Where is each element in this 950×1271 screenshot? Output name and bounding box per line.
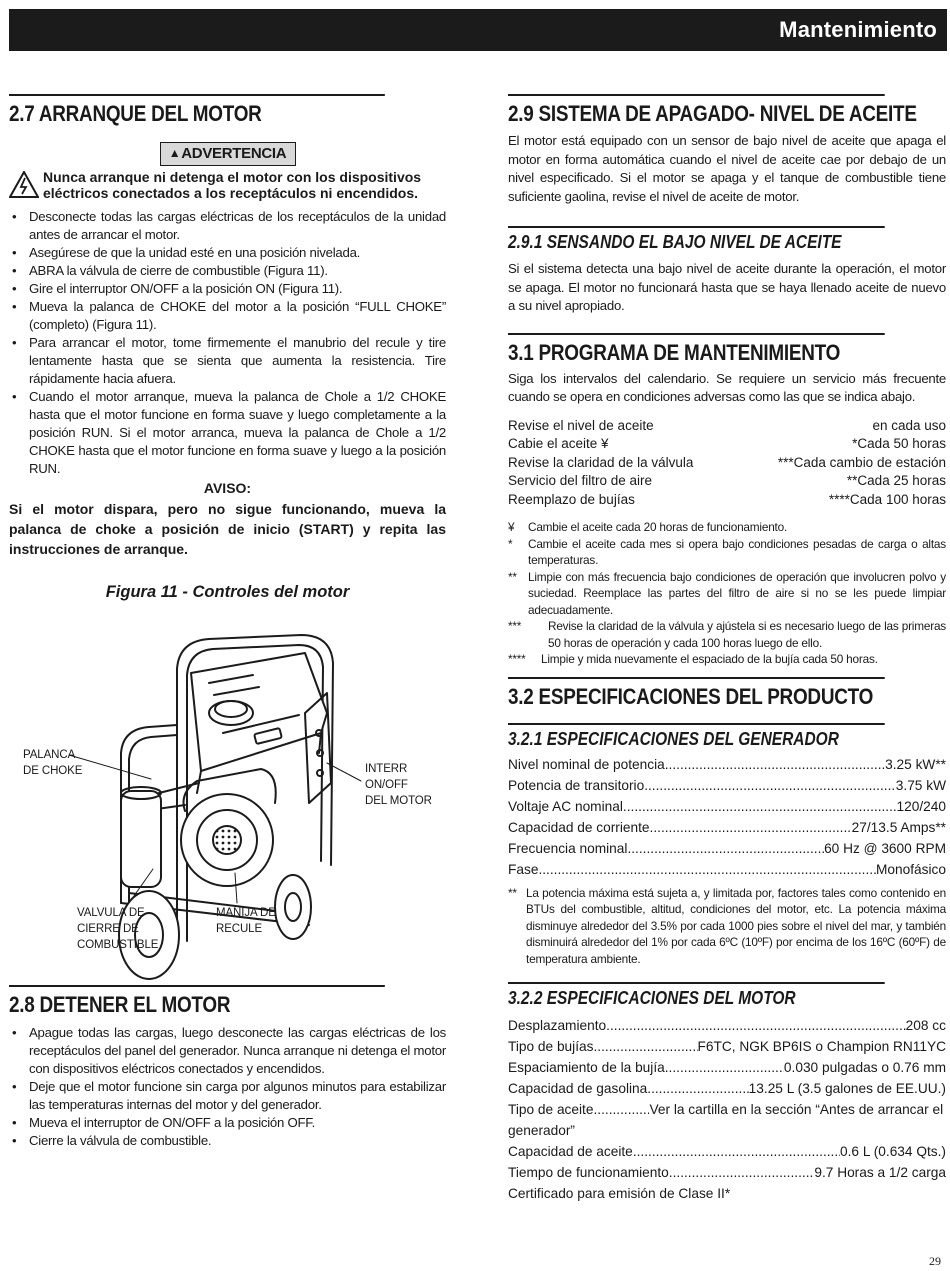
schedule-row: Revise la claridad de la válvula ***Cada cambio de estación bbox=[508, 454, 946, 470]
list-item: • Mueva el interruptor de ON/OFF a la posición OFF. bbox=[9, 1114, 446, 1132]
spec-row: Capacidad de gasolina ..... 13.25 L (3.5 galones de EE.UU.) bbox=[508, 1078, 946, 1099]
section-2-9-text: El motor está equipado con un sensor de bajo nivel de aceite que apaga el motor en forma automática cuando el nivel de aceite cae por debajo de un nivel especificado. Si el motor se apaga y el tanque de combustible tiene suficiente gaolina, revise el nivel de aceite de motor. bbox=[508, 133, 946, 204]
section-2-9-1-text: Si el sistema detecta una bajo nivel de aceite durante la operación, el motor se apaga. El motor no funcionará hasta que se haya llenado aceite de nuevo a su nivel apropiado. bbox=[508, 261, 946, 313]
schedule-row: Servicio del filtro de aire **Cada 25 horas bbox=[508, 473, 946, 488]
spec-row: Frecuencia nominal ..... 60 Hz @ 3600 RPM bbox=[508, 838, 946, 859]
schedule-row: Revise el nivel de aceite en cada uso bbox=[508, 417, 946, 433]
spec-row: Tipo de bujías ..... F6TC, NGK BP6IS o Champion RN11YC bbox=[508, 1036, 946, 1057]
list-item: • Gire el interruptor ON/OFF a la posición ON (Figura 11). bbox=[9, 280, 446, 298]
generator-figure bbox=[9, 603, 446, 993]
footnote: *** Revise la claridad de la válvula y ajústela si es necesario luego de las primeras 50 horas de operación y cada 100 horas luego de ello. bbox=[508, 619, 946, 650]
maintenance-schedule bbox=[508, 417, 946, 510]
spec-row: Desplazamiento ..... 208 cc bbox=[508, 1015, 946, 1036]
schedule-row: Cabie el aceite ¥ *Cada 50 horas bbox=[508, 436, 946, 451]
section-header-title: Mantenimiento bbox=[779, 17, 937, 42]
section-3-1-text: Siga los intervalos del calendario. Se requiere un servicio más frecuente cuando se opera en condiciones adversas como las que se indica abajo. bbox=[508, 370, 946, 404]
spec-row: Potencia de transitorio ..... 3.75 kW bbox=[508, 775, 946, 796]
footnote: ** La potencia máxima está sujeta a, y limitada por, factores tales como contenido en BTUs del combustible, altitud, condiciones del motor, etc. La potencia máxima disminuye alrededor del 3.5% por cada 1000 pies sobre el nivel del mar, y también disminuirá alrededor del 1% por cada 6ºC (10ºF) por encima de los 16ºC (60ºF) de temperatura ambiente. bbox=[508, 885, 946, 966]
schedule-notes bbox=[508, 519, 946, 668]
page-number: 29 bbox=[929, 1254, 941, 1268]
footnote: ¥ Cambie el aceite cada 20 horas de funcionamiento. bbox=[508, 520, 788, 534]
label-fuel-valve: VALVULA DE CIERRE DE COMBUSTIBLE bbox=[77, 907, 159, 952]
right-column bbox=[508, 94, 946, 1204]
label-recoil-handle: MANIJA DE RECULE bbox=[216, 907, 276, 936]
warning-row bbox=[9, 169, 446, 203]
section-2-9-1-title: 2.9.1 SENSANDO EL BAJO NIVEL DE ACEITE bbox=[508, 226, 885, 254]
electric-hazard-icon bbox=[9, 169, 43, 203]
generator-specs bbox=[508, 754, 946, 880]
engine-specs bbox=[508, 1015, 946, 1204]
spec-row: Fase ..... Monofásico bbox=[508, 859, 946, 880]
section-3-2-title: 3.2 ESPECIFICACIONES DEL PRODUCTO bbox=[508, 677, 885, 711]
list-item: • Deje que el motor funcione sin carga por algunos minutos para estabilizar las temperaturas internas del motor y del generador. bbox=[9, 1078, 446, 1114]
footnote: ** Limpie con más frecuencia bajo condiciones de operación que involucren polvo y suciedad. Reemplace las partes del filtro de aire si no se les puede limpiar adecuadamente. bbox=[508, 569, 946, 617]
spec-row: Nivel nominal de potencia ..... 3.25 kW** bbox=[508, 754, 946, 775]
spec-row: Capacidad de aceite ..... 0.6 L (0.634 Qts.) bbox=[508, 1141, 946, 1162]
spec-row: Tiempo de funcionamiento ..... 9.7 Horas a 1/2 carga bbox=[508, 1162, 946, 1183]
list-item: • Cuando el motor arranque, mueva la palanca de Chole a 1/2 CHOKE hasta que el motor funcione en forma suave y luego completamente a la posición RUN. Si el motor arranca, mueva la palanca de Chole a 1/2 CHOKE hasta que el motor funcione en forma suave y luego a la posición RUN. bbox=[9, 388, 446, 478]
section-2-8-title: 2.8 DETENER EL MOTOR bbox=[9, 985, 385, 1019]
section-3-2-1-title: 3.2.1 ESPECIFICACIONES DEL GENERADOR bbox=[508, 723, 885, 751]
notice-text: Si el motor dispara, pero no sigue funcionando, mueva la palanca de choke a posición de inicio (START) y repita las instrucciones de arranque. bbox=[9, 500, 446, 557]
schedule-row: Reemplazo de bujías ****Cada 100 horas bbox=[508, 491, 946, 507]
list-item: • Apague todas las cargas, luego desconecte las cargas eléctricas de los receptáculos del panel del generador. Nunca arranque ni detenga el motor con dispositivos eléctricos conectados y encendidos. bbox=[9, 1024, 446, 1078]
warning-triangle-icon: ▲ bbox=[168, 146, 181, 160]
header-bar bbox=[9, 9, 947, 51]
left-column bbox=[9, 94, 446, 1150]
warning-text: Nunca arranque ni detenga el motor con los dispositivos eléctricos conectados a los receptáculos ni encendidos. bbox=[43, 169, 422, 201]
section-3-1-title: 3.1 PROGRAMA DE MANTENIMIENTO bbox=[508, 333, 885, 367]
list-item: • ABRA la válvula de cierre de combustible (Figura 11). bbox=[9, 262, 446, 280]
list-item: • Desconecte todas las cargas eléctricas de los receptáculos de la unidad antes de arrancar el motor. bbox=[9, 208, 446, 244]
warning-badge: ▲ADVERTENCIA bbox=[160, 142, 296, 166]
footnote: * Cambie el aceite cada mes si opera bajo condiciones pesadas de carga o altas temperaturas. bbox=[508, 536, 946, 567]
spec-row: Voltaje AC nominal ..... 120/240 bbox=[508, 796, 946, 817]
notice-title: AVISO: bbox=[203, 480, 252, 497]
label-choke-lever: PALANCA DE CHOKE bbox=[23, 749, 83, 778]
list-item: • Asegúrese de que la unidad esté en una posición nivelada. bbox=[9, 244, 446, 262]
list-item: • Mueva la palanca de CHOKE del motor a la posición “FULL CHOKE” (completo) (Figura 11). bbox=[9, 298, 446, 334]
footnote: **** Limpie y mida nuevamente el espaciado de la bujía cada 50 horas. bbox=[508, 652, 878, 666]
start-steps-list bbox=[9, 208, 446, 478]
spec-row: Espaciamiento de la bujía ..... 0.030 pulgadas o 0.76 mm bbox=[508, 1057, 946, 1078]
section-3-2-2-title: 3.2.2 ESPECIFICACIONES DEL MOTOR bbox=[508, 982, 885, 1010]
list-item: • Para arrancar el motor, tome firmemente el manubrio del recule y tire lentamente hasta que se sienta que aumenta la resistencia. Tire rápidamente hacia afuera. bbox=[9, 334, 446, 388]
section-2-7-title: 2.7 ARRANQUE DEL MOTOR bbox=[9, 94, 385, 128]
stop-steps-list bbox=[9, 1024, 446, 1150]
spec-row: Tipo de aceite ..... Ver la cartilla en la sección “Antes de arrancar el bbox=[508, 1099, 946, 1120]
certification-line: Certificado para emisión de Clase II* bbox=[508, 1186, 731, 1201]
figure-caption: Figura 11 - Controles del motor bbox=[105, 582, 350, 601]
list-item: • Cierre la válvula de combustible. bbox=[9, 1132, 446, 1150]
label-engine-switch: INTERR ON/OFF DEL MOTOR bbox=[365, 763, 432, 808]
spec-row: Capacidad de corriente ..... 27/13.5 Amps** bbox=[508, 817, 946, 838]
section-2-9-title: 2.9 SISTEMA DE APAGADO- NIVEL DE ACEITE bbox=[508, 94, 885, 128]
spec-row-continued: generador” bbox=[508, 1123, 575, 1138]
